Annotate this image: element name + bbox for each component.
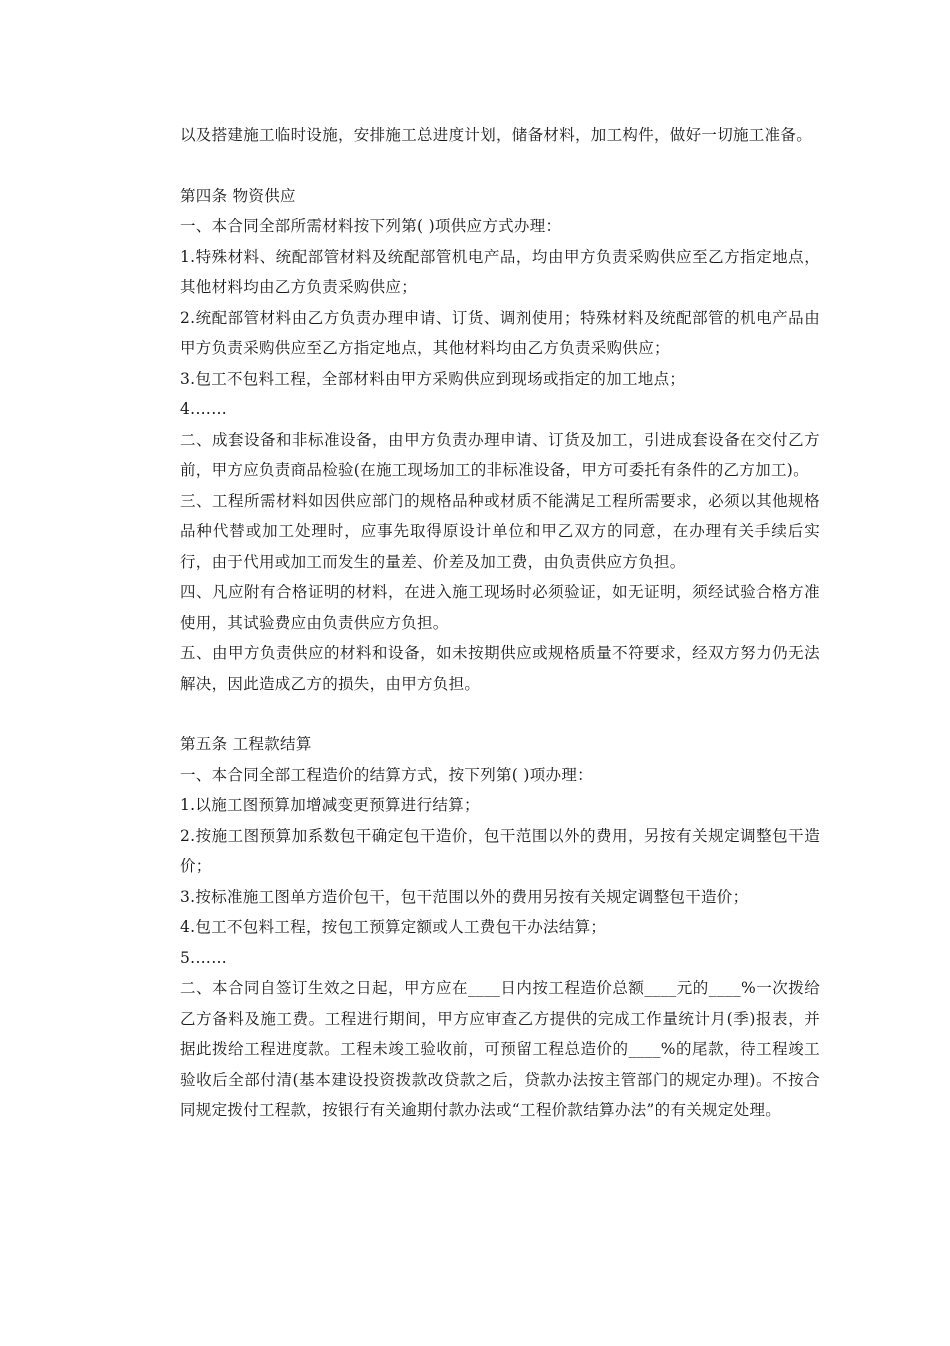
document-body [180,120,820,1126]
article-4-para-5: 4.…… [180,400,227,418]
article-4-para-9: 五、由甲方负责供应的材料和设备，如未按期供应或规格质量不符要求，经双方努力仍无法解决，因此造成乙方的损失，由甲方负担。 [180,644,820,693]
article-4-para-2: 1.特殊材料、统配部管材料及统配部管机电产品，均由甲方负责采购供应至乙方指定地点，其他材料均由乙方负责采购供应； [180,247,820,296]
article-4-para-4: 3.包工不包料工程，全部材料由甲方采购供应到现场或指定的加工地点； [180,369,686,388]
article-5-para-4: 3.按标准施工图单方造价包干，包干范围以外的费用另按有关规定调整包干造价； [180,887,749,906]
section-spacer [180,151,820,181]
article-5-para-6: 5.…… [180,948,227,967]
section-spacer [180,699,820,729]
article-4-heading: 第四条 物资供应 [180,186,296,205]
article-5-heading: 第五条 工程款结算 [180,735,312,753]
article-4-para-3: 2.统配部管材料由乙方负责办理申请、订货、调剂使用；特殊材料及统配部管的机电产品由甲方负责采购供应至乙方指定地点，其他材料均由乙方负责采购供应； [180,308,820,357]
article-5-para-7: 二、本合同自签订生效之日起，甲方应在____日内按工程造价总额____元的____%一次拨给乙方备料及施工费。工程进行期间，甲方应审查乙方提供的完成工作量统计月(季)报表，并据此拨给工程进度款。工程未竣工验收前，可预留工程总造价的____%的尾款，待工程竣工验收后全部付清(基本建设投资拨款改贷款之后，贷款办法按主管部门的规定办理)。不按合同规定拨付工程款，按银行有关逾期付款办法或“工程价款结算办法”的有关规定处理。 [180,979,820,1119]
article-4-para-8: 四、凡应附有合格证明的材料，在进入施工现场时必须验证，如无证明，须经试验合格方准使用，其试验费应由负责供应方负担。 [180,583,820,632]
article-5-para-3: 2.按施工图预算加系数包干确定包干造价，包干范围以外的费用，另按有关规定调整包干造价； [180,826,820,875]
continuation-paragraph: 以及搭建施工临时设施，安排施工总进度计划，储备材料，加工构件，做好一切施工准备。 [180,126,813,144]
article-5-para-1: 一、本合同全部工程造价的结算方式，按下列第( )项办理： [180,765,593,784]
article-5-para-2: 1.以施工图预算加增减变更预算进行结算； [180,796,480,814]
article-4-para-6: 二、成套设备和非标准设备，由甲方负责办理申请、订货及加工，引进成套设备在交付乙方前，甲方应负责商品检验(在施工现场加工的非标准设备，甲方可委托有条件的乙方加工)。 [180,430,820,479]
article-4-para-1: 一、本合同全部所需材料按下列第( )项供应方式办理： [180,217,562,235]
article-4-para-7: 三、工程所需材料如因供应部门的规格品种或材质不能满足工程所需要求，必须以其他规格品种代替或加工处理时，应事先取得原设计单位和甲乙双方的同意，在办理有关手续后实行，由于代用或加工而发生的量差、价差及加工费，由负责供应方负担。 [180,491,820,571]
article-5-para-5: 4.包工不包料工程，按包工预算定额或人工费包干办法结算； [180,918,607,936]
